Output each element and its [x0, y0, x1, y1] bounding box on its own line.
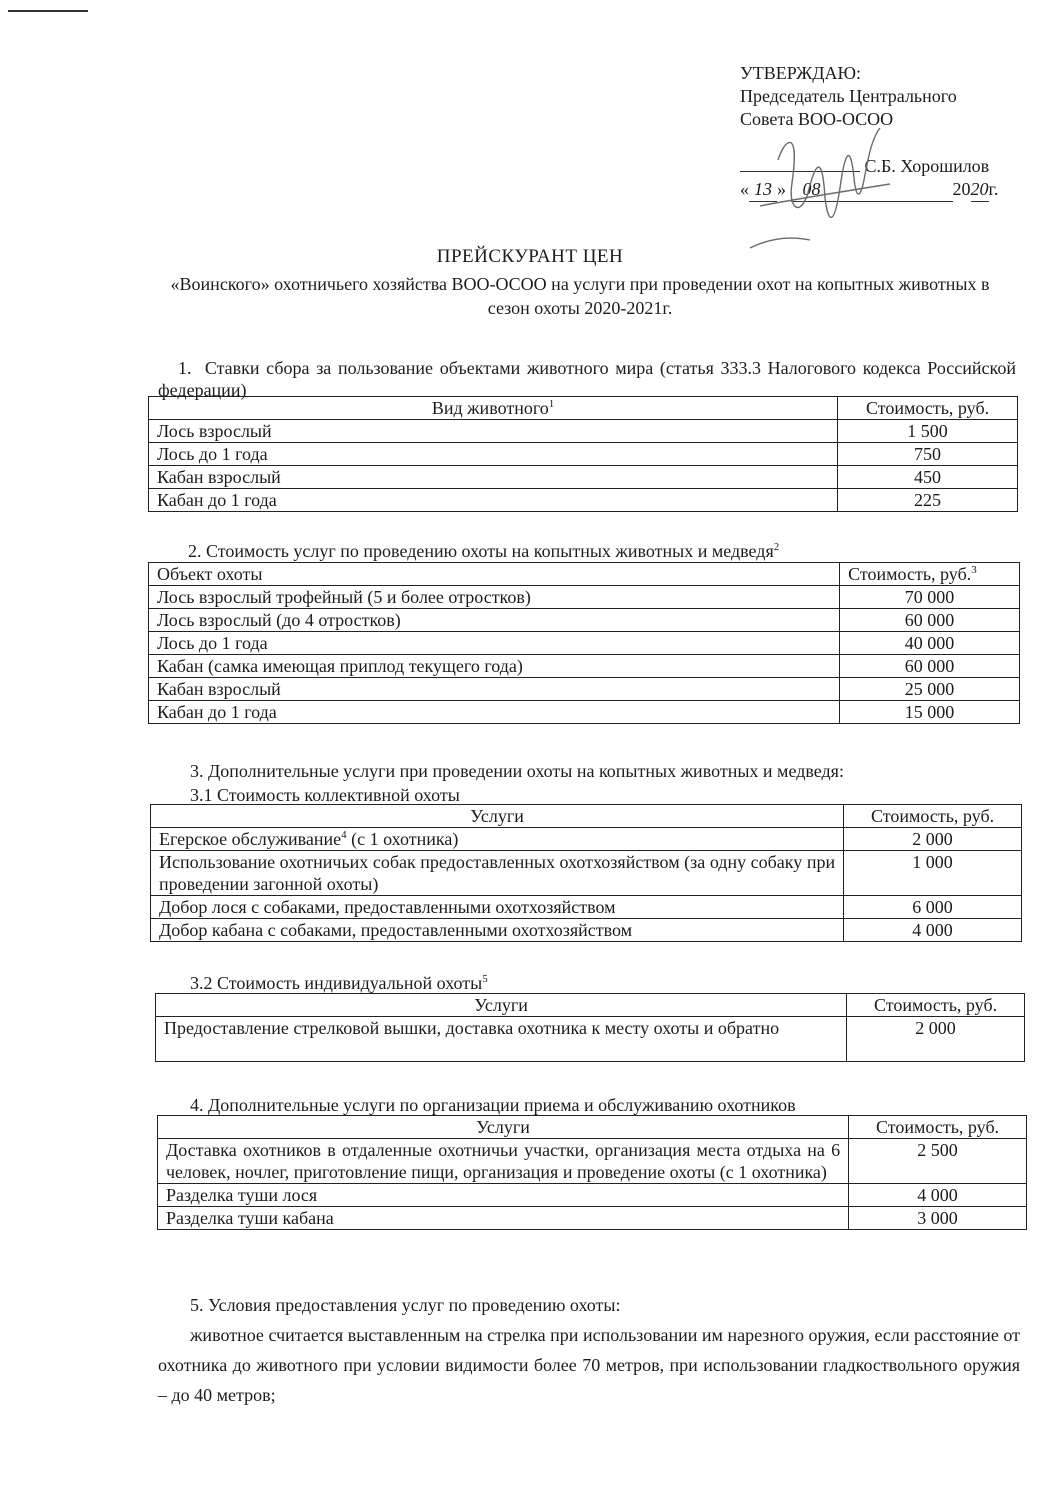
- row-name: Лось до 1 года: [149, 443, 838, 466]
- row-price: 2 000: [847, 1017, 1025, 1062]
- row-name: Разделка туши лося: [158, 1184, 849, 1207]
- section2-heading: [188, 540, 779, 562]
- row-price: 15 000: [840, 701, 1020, 724]
- approval-heading: УТВЕРЖДАЮ:: [740, 63, 862, 83]
- row-name: Разделка туши кабана: [158, 1207, 849, 1230]
- row-price: 225: [838, 489, 1018, 512]
- row-name: Предоставление стрелковой вышки, доставка охотника к месту охоты и обратно: [156, 1017, 847, 1062]
- date-month: 08: [791, 178, 953, 202]
- row-name: Доставка охотников в отдаленные охотничьи участки, организация места отдыха на 6 человек, ночлег, приготовление пищи, организация и проведение охоты (с 1 охотника): [158, 1139, 849, 1184]
- row-name: Кабан взрослый: [149, 466, 838, 489]
- table-header-row: [156, 994, 1025, 1017]
- section5: [158, 1290, 1020, 1410]
- row-name: Егерское обслуживание$^4$ (с 1 охотника): [151, 828, 844, 851]
- table-row: [151, 919, 1022, 942]
- section1-heading: [158, 357, 1016, 401]
- row-name: Кабан взрослый: [149, 678, 840, 701]
- table-row: [149, 701, 1020, 724]
- column-header-animal: Вид животного$^1$: [149, 397, 838, 420]
- section1-table: [148, 396, 1018, 512]
- table-row: [151, 851, 1022, 896]
- row-name: Лось взрослый трофейный (5 и более отростков): [149, 586, 840, 609]
- section4-table: [157, 1115, 1027, 1230]
- column-header-object: Объект охоты: [149, 563, 840, 586]
- table-row: [149, 466, 1018, 489]
- table-row: [158, 1184, 1027, 1207]
- table-row: [149, 655, 1020, 678]
- date-day: 13: [749, 178, 777, 202]
- row-price: 3 000: [849, 1207, 1027, 1230]
- table-row: [149, 609, 1020, 632]
- row-price: 450: [838, 466, 1018, 489]
- table-header-row: [149, 397, 1018, 420]
- section3-2-heading: 3.2 Стоимость индивидуальной охоты$^5$: [190, 973, 488, 993]
- date-year-prefix: 20: [952, 179, 971, 199]
- approval-position-line2: Совета ВОО-ОСОО: [740, 109, 894, 129]
- column-header-services: Услуги: [156, 994, 847, 1017]
- table-row: [149, 420, 1018, 443]
- row-name: Кабан (самка имеющая приплод текущего года): [149, 655, 840, 678]
- row-name: Добор лося с собаками, предоставленными охотхозяйством: [151, 896, 844, 919]
- table-row: [158, 1207, 1027, 1230]
- footnote-marker: 2: [773, 541, 780, 553]
- row-price: 60 000: [840, 609, 1020, 632]
- column-header-price: Стоимость, руб.: [838, 397, 1018, 420]
- date-year-suffix: 20: [971, 178, 989, 202]
- table-row: [151, 828, 1022, 851]
- row-price: 750: [838, 443, 1018, 466]
- row-price: 6 000: [844, 896, 1022, 919]
- column-header-price: Стоимость, руб.$^3$: [840, 563, 1020, 586]
- table-row: [156, 1017, 1025, 1062]
- row-price: 1 500: [838, 420, 1018, 443]
- section3-2-table: [155, 993, 1025, 1062]
- row-price: 2 500: [849, 1139, 1027, 1184]
- row-price: 4 000: [849, 1184, 1027, 1207]
- date-year-unit: г.: [988, 179, 999, 199]
- table-row: [149, 678, 1020, 701]
- section4-heading: 4. Дополнительные услуги по организации приема и обслуживанию охотников: [190, 1095, 796, 1115]
- row-price: 40 000: [840, 632, 1020, 655]
- table-row: [149, 586, 1020, 609]
- row-name: Лось взрослый: [149, 420, 838, 443]
- column-header-price: Стоимость, руб.: [844, 805, 1022, 828]
- table-row: [158, 1139, 1027, 1184]
- section3-1-heading: 3.1 Стоимость коллективной охоты: [190, 785, 460, 805]
- section1-number: 1.: [178, 358, 192, 378]
- table-row: [149, 489, 1018, 512]
- section5-text: животное считается выставленным на стрелка при использовании им нарезного оружия, если расстояние от охотника до животного при условии видимости более 70 метров, при использовании гладкоствольного оружия – до 40 метров;: [158, 1325, 1020, 1405]
- section3-1-table: [150, 804, 1022, 942]
- approval-position-line1: Председатель Центрального: [740, 86, 957, 106]
- row-price: 25 000: [840, 678, 1020, 701]
- table-header-row: [149, 563, 1020, 586]
- row-price: 1 000: [844, 851, 1022, 896]
- section2-heading-text: 2. Стоимость услуг по проведению охоты на копытных животных и медведя: [188, 541, 774, 561]
- section1-text: Ставки сбора за пользование объектами животного мира (статья 333.3 Налогового кодекса Российской федерации): [158, 358, 1017, 400]
- date-quote-open: «: [740, 179, 749, 199]
- table-row: [149, 632, 1020, 655]
- row-name: Кабан до 1 года: [149, 701, 840, 724]
- row-name: Добор кабана с собаками, предоставленными охотхозяйством: [151, 919, 844, 942]
- date-quote-close: »: [777, 179, 786, 199]
- table-row: [151, 896, 1022, 919]
- section5-heading: 5. Условия предоставления услуг по проведению охоты:: [190, 1295, 621, 1315]
- row-name: Лось взрослый (до 4 отростков): [149, 609, 840, 632]
- document-title: ПРЕЙСКУРАНТ ЦЕН: [436, 246, 624, 267]
- row-name: Кабан до 1 года: [149, 489, 838, 512]
- row-price: 4 000: [844, 919, 1022, 942]
- table-header-row: [151, 805, 1022, 828]
- column-header-services: Услуги: [158, 1116, 849, 1139]
- row-price: 60 000: [840, 655, 1020, 678]
- signer-name: С.Б. Хорошилов: [864, 156, 990, 176]
- scan-mark: [8, 10, 88, 12]
- row-name: Использование охотничьих собак предоставленных охотхозяйством (за одну собаку при проведении загонной охоты): [151, 851, 844, 896]
- table-header-row: [158, 1116, 1027, 1139]
- column-header-price: Стоимость, руб.: [847, 994, 1025, 1017]
- row-name: Лось до 1 года: [149, 632, 840, 655]
- handwritten-signature: [730, 88, 980, 258]
- document-subtitle: «Воинского» охотничьего хозяйства ВОО-ОСОО на услуги при проведении охот на копытных животных в сезон охоты 2020-2021г.: [170, 274, 990, 318]
- section2-table: [148, 562, 1020, 724]
- column-header-services: Услуги: [151, 805, 844, 828]
- row-price: 2 000: [844, 828, 1022, 851]
- table-row: [149, 443, 1018, 466]
- section3-heading: 3. Дополнительные услуги при проведении охоты на копытных животных и медведя:: [190, 761, 844, 781]
- row-price: 70 000: [840, 586, 1020, 609]
- column-header-price: Стоимость, руб.: [849, 1116, 1027, 1139]
